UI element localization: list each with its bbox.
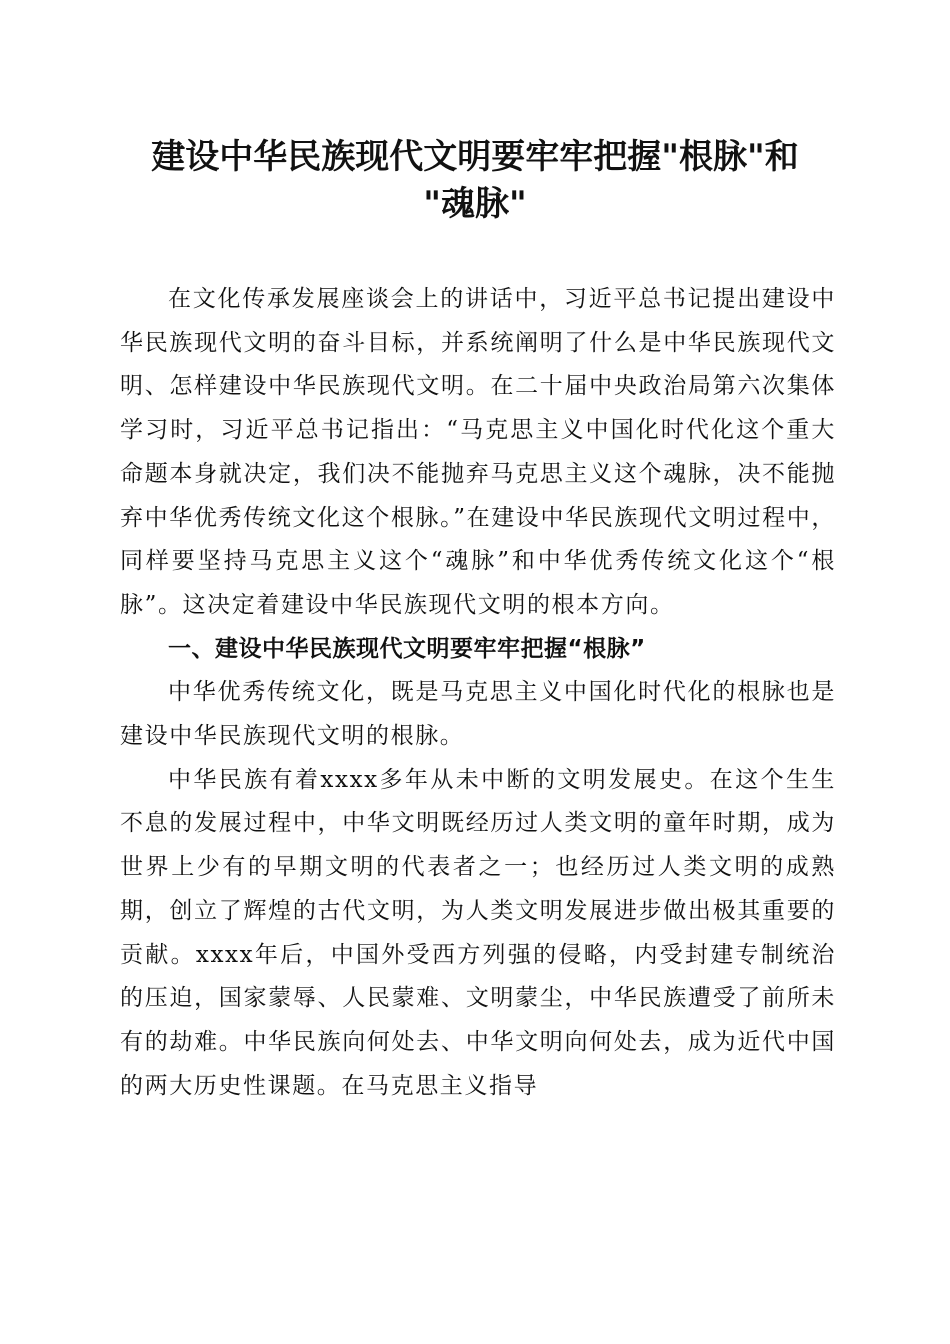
section-heading-1: 一、建设中华民族现代文明要牢牢把握“根脉” bbox=[168, 635, 646, 662]
document-body bbox=[120, 278, 836, 1108]
paragraph-history: 中华民族有着xxxx多年从未中断的文明发展史。在这个生生不息的发展过程中，中华文明既经历过人类文明的童年时期，成为世界上少有的早期文明的代表者之一；也经历过人类文明的成熟期，创立了辉煌的古代文明，为人类文明发展进步做出极其重要的贡献。xxxx年后，中国外受西方列强的侵略，内受封建专制统治的压迫，国家蒙辱、人民蒙难、文明蒙尘，中华民族遭受了前所未有的劫难。中华民族向何处去、中华文明向何处去，成为近代中国的两大历史性课题。在马克思主义指导 bbox=[120, 766, 836, 1099]
paragraph-root-summary: 中华优秀传统文化，既是马克思主义中国化时代化的根脉也是建设中华民族现代文明的根脉。 bbox=[120, 679, 836, 750]
title-line-2: "魂脉" bbox=[423, 184, 527, 224]
document-title bbox=[100, 134, 850, 228]
paragraph-intro: 在文化传承发展座谈会上的讲话中，习近平总书记提出建设中华民族现代文明的奋斗目标，并系统阐明了什么是中华民族现代文明、怎样建设中华民族现代文明。在二十届中央政治局第六次集体学习时，习近平总书记指出：“马克思主义中国化时代化这个重大命题本身就决定，我们决不能抛弃马克思主义这个魂脉，决不能抛弃中华优秀传统文化这个根脉。”在建设中华民族现代文明过程中，同样要坚持马克思主义这个“魂脉”和中华优秀传统文化这个“根脉”。这决定着建设中华民族现代文明的根本方向。 bbox=[120, 286, 836, 618]
title-line-1: 建设中华民族现代文明要牢牢把握"根脉"和 bbox=[151, 137, 799, 177]
